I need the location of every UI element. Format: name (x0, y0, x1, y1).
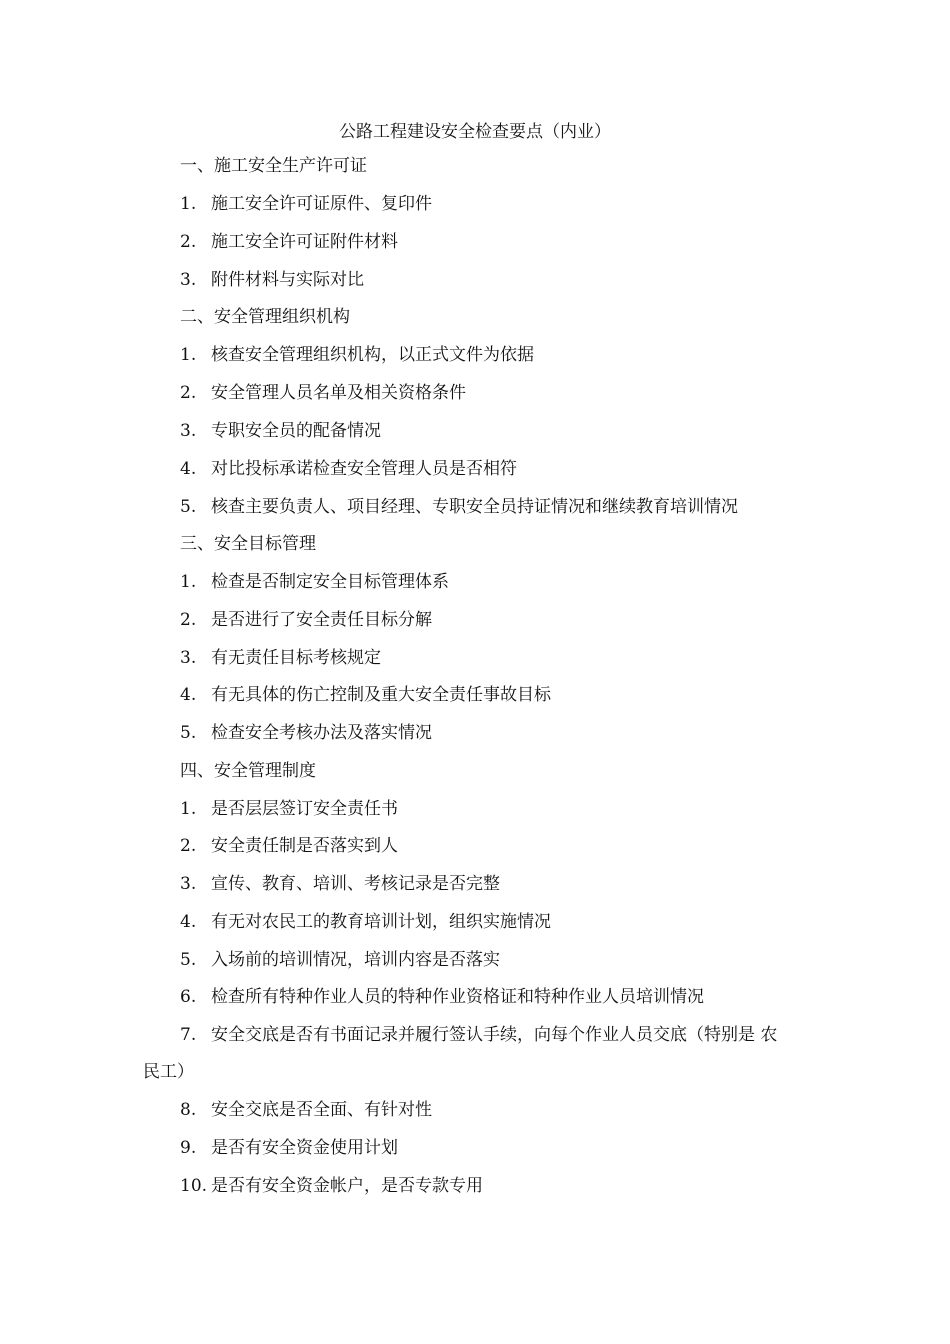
item-text: 是否进行了安全责任目标分解 (211, 610, 432, 630)
document-title: 公路工程建设安全检查要点（内业） (339, 122, 611, 142)
item-number: 9. (180, 1138, 197, 1158)
list-item (180, 193, 432, 215)
list-item (180, 949, 500, 971)
list-item (180, 496, 738, 518)
item-text: 是否层层签订安全责任书 (211, 799, 398, 819)
item-number: 3. (180, 421, 197, 441)
item-number: 1. (180, 572, 197, 592)
item-text: 入场前的培训情况，培训内容是否落实 (211, 950, 500, 970)
item-text: 安全责任制是否落实到人 (211, 836, 398, 856)
list-item (180, 1175, 483, 1197)
item-number: 5. (180, 950, 197, 970)
section-heading: 四、安全管理制度 (180, 761, 316, 781)
list-item (180, 647, 381, 669)
list-item (180, 571, 449, 593)
list-item (180, 986, 704, 1008)
item-number: 4. (180, 685, 197, 705)
item-text: 施工安全许可证附件材料 (211, 232, 398, 252)
item-text: 检查是否制定安全目标管理体系 (211, 572, 449, 592)
item-text: 是否有安全资金帐户，是否专款专用 (211, 1176, 483, 1196)
item-text: 安全交底是否有书面记录并履行签认手续，向每个作业人员交底（特别是 农 (211, 1025, 778, 1045)
list-item (180, 609, 432, 631)
item-number: 4. (180, 912, 197, 932)
item-number: 5. (180, 723, 197, 743)
item-number: 1. (180, 799, 197, 819)
item-number: 2. (180, 383, 197, 403)
item-text: 检查所有特种作业人员的特种作业资格证和特种作业人员培训情况 (211, 987, 704, 1007)
item-text: 核查安全管理组织机构，以正式文件为依据 (211, 345, 534, 365)
item-number: 2. (180, 836, 197, 856)
item-number: 3. (180, 270, 197, 290)
list-item (180, 269, 364, 291)
list-item (180, 911, 551, 933)
list-item (180, 835, 398, 857)
item-number: 3. (180, 648, 197, 668)
item-number: 3. (180, 874, 197, 894)
item-text: 施工安全许可证原件、复印件 (211, 194, 432, 214)
item-number: 1. (180, 345, 197, 365)
item-number: 4. (180, 459, 197, 479)
list-item (180, 344, 534, 366)
item-number: 8. (180, 1100, 197, 1120)
item-text: 专职安全员的配备情况 (211, 421, 381, 441)
item-number: 2. (180, 232, 197, 252)
item-number: 10. (180, 1176, 208, 1196)
list-item (180, 873, 500, 895)
item-number: 6. (180, 987, 197, 1007)
list-item (180, 1099, 432, 1121)
section-heading: 二、安全管理组织机构 (180, 307, 350, 327)
item-text: 安全管理人员名单及相关资格条件 (211, 383, 466, 403)
item-number: 7. (180, 1025, 197, 1045)
item-text-continuation: 民工） (143, 1062, 194, 1082)
section-heading: 一、施工安全生产许可证 (180, 156, 367, 176)
item-number: 2. (180, 610, 197, 630)
item-text: 对比投标承诺检查安全管理人员是否相符 (211, 459, 517, 479)
section-heading: 三、安全目标管理 (180, 534, 316, 554)
item-text: 宣传、教育、培训、考核记录是否完整 (211, 874, 500, 894)
item-text: 有无具体的伤亡控制及重大安全责任事故目标 (211, 685, 551, 705)
list-item (180, 420, 381, 442)
list-item (180, 798, 398, 820)
item-text: 检查安全考核办法及落实情况 (211, 723, 432, 743)
item-text: 是否有安全资金使用计划 (211, 1138, 398, 1158)
item-text: 核查主要负责人、项目经理、专职安全员持证情况和继续教育培训情况 (211, 497, 738, 517)
list-item (180, 458, 517, 480)
list-item (180, 1137, 398, 1159)
item-text: 附件材料与实际对比 (211, 270, 364, 290)
item-number: 1. (180, 194, 197, 214)
item-text: 有无责任目标考核规定 (211, 648, 381, 668)
item-number: 5. (180, 497, 197, 517)
list-item (180, 382, 466, 404)
list-item (180, 684, 551, 706)
list-item (180, 1024, 777, 1046)
list-item (180, 722, 432, 744)
list-item (180, 231, 398, 253)
item-text: 安全交底是否全面、有针对性 (211, 1100, 432, 1120)
item-text: 有无对农民工的教育培训计划，组织实施情况 (211, 912, 551, 932)
